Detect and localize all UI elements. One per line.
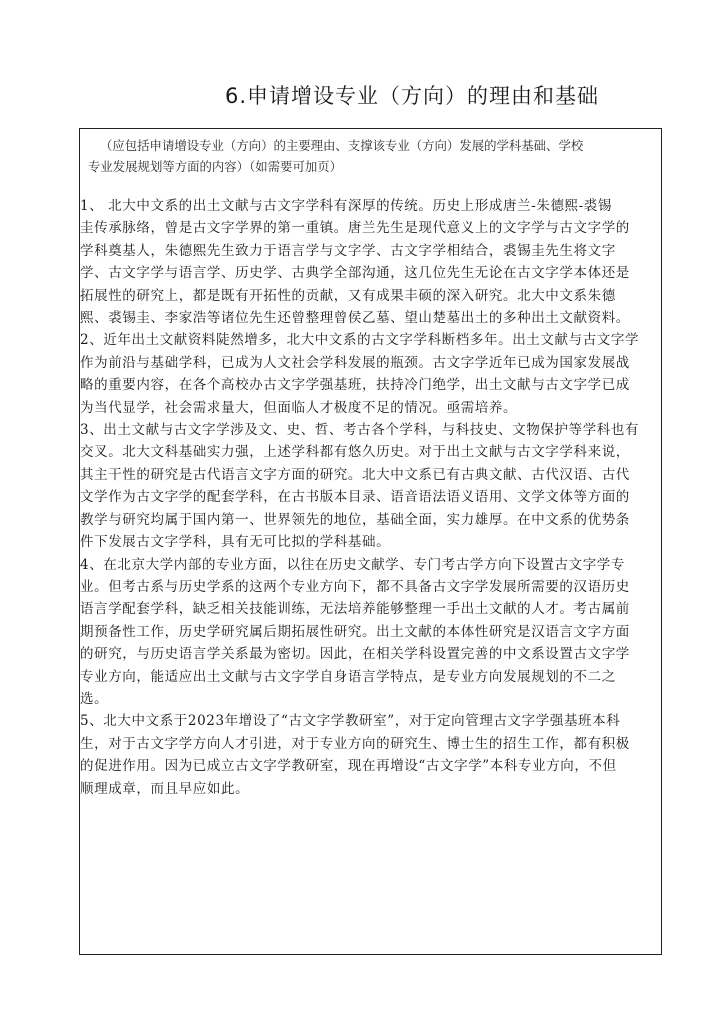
paragraph-4: [80, 554, 657, 711]
text-line: 作为前沿与基础学科，已成为人文社会学科发展的瓶颈。古文字学近年已成为国家发展战: [80, 354, 630, 371]
text-line: 5、北大中文系于2023年增设了“古文字学教研室”，对于定向管理古文字学强基班本科: [80, 713, 621, 730]
text-line: 交叉。北大文科基础实力强，上述学科都有悠久历史。对于出土文献与古文字学科来说，: [80, 444, 630, 461]
text-line: 1、 北大中文系的出土文献与古文字学科有深厚的传统。历史上形成唐兰-朱德熙-裘锡: [80, 198, 613, 214]
text-line: 的研究，与历史语言学关系最为密切。因此，在相关学科设置完善的中文系设置古文字学: [80, 646, 630, 663]
text-line: 生，对于古文字学方向人才引进，对于专业方向的研究生、博士生的招生工作，都有积极: [80, 735, 630, 752]
text-line: 选。: [80, 690, 109, 707]
text-line: 3、出土文献与古文字学涉及文、史、哲、考古各个学科，与科技史、文物保护等学科也有: [80, 422, 640, 439]
text-line: 略的重要内容，在各个高校办古文字学强基班，扶持冷门绝学，出土文献与古文字学已成: [80, 377, 630, 394]
text-line: 业。但考古系与历史学系的这两个专业方向下，都不具备古文字学发展所需要的汉语历史: [80, 578, 630, 595]
text-line: 学、古文字学与语言学、历史学、古典学全部沟通，这几位先生无论在古文字学本体还是: [80, 265, 630, 282]
text-line: 教学与研究均属于国内第一、世界领先的地位，基础全面，实力雄厚。在中文系的优势条: [80, 511, 630, 528]
instruction-line: （应包括申请增设专业（方向）的主要理由、支撑该专业（方向）发展的学科基础、学校: [100, 138, 584, 153]
text-line: 的促进作用。因为已成立古文字学教研室，现在再增设“古文字学”本科专业方向，不但: [80, 758, 617, 775]
text-line: 拓展性的研究上，都是既有开拓性的贡献，又有成果丰硕的深入研究。北大中文系朱德: [80, 287, 616, 304]
text-line: 圭传承脉络，曾是古文字学界的第一重镇。唐兰先生是现代意义上的文字学与古文字学的: [80, 220, 630, 237]
text-line: 期预备性工作，历史学研究属后期拓展性研究。出土文献的本体性研究是汉语言文字方面: [80, 623, 630, 640]
text-line: 件下发展古文字学科，具有无可比拟的学科基础。: [80, 534, 391, 551]
text-line: 专业方向，能适应出土文献与古文字学自身语言学特点，是专业方向发展规划的不二之: [80, 668, 616, 685]
page-title: 6.申请增设专业（方向）的理由和基础: [224, 84, 600, 108]
text-line: 顺理成章，而且早应如此。: [80, 780, 250, 797]
text-line: 语言学配套学科，缺乏相关技能训练，无法培养能够整理一手出土文献的人才。考古属前: [80, 601, 630, 618]
text-line: 熙、裘锡圭、李家浩等诸位先生还曾整理曾侯乙墓、望山楚墓出土的多种出土文献资料。: [80, 310, 630, 327]
paragraph-2: [80, 329, 657, 419]
text-line: 学科奠基人，朱德熙先生致力于语言学与文字学、古文字学相结合，裘锡圭先生将文字: [80, 242, 616, 259]
reason-box: [79, 128, 662, 955]
instruction-line: 专业发展规划等方面的内容）（如需要可加页）: [88, 159, 343, 174]
text-line: 4、在北京大学内部的专业方面，以往在历史文献学、专门考古学方向下设置古文字学专: [80, 556, 625, 573]
text-line: 其主干性的研究是古代语言文字方面的研究。北大中文系已有古典文献、古代汉语、古代: [80, 466, 630, 483]
paragraph-1: [80, 195, 657, 329]
paragraph-5: [80, 710, 657, 800]
text-line: 文学作为古文字学的配套学科，在古书版本目录、语音语法语义语用、文学文体等方面的: [80, 489, 630, 506]
body-text: [80, 195, 663, 800]
instruction-text: [80, 135, 663, 177]
text-line: 为当代显学，社会需求量大，但面临人才极度不足的情况。亟需培养。: [80, 399, 518, 416]
paragraph-3: [80, 419, 657, 553]
text-line: 2、近年出土文献资料陡然增多，北大中文系的古文字学科断档多年。出土文献与古文字学: [80, 332, 640, 349]
